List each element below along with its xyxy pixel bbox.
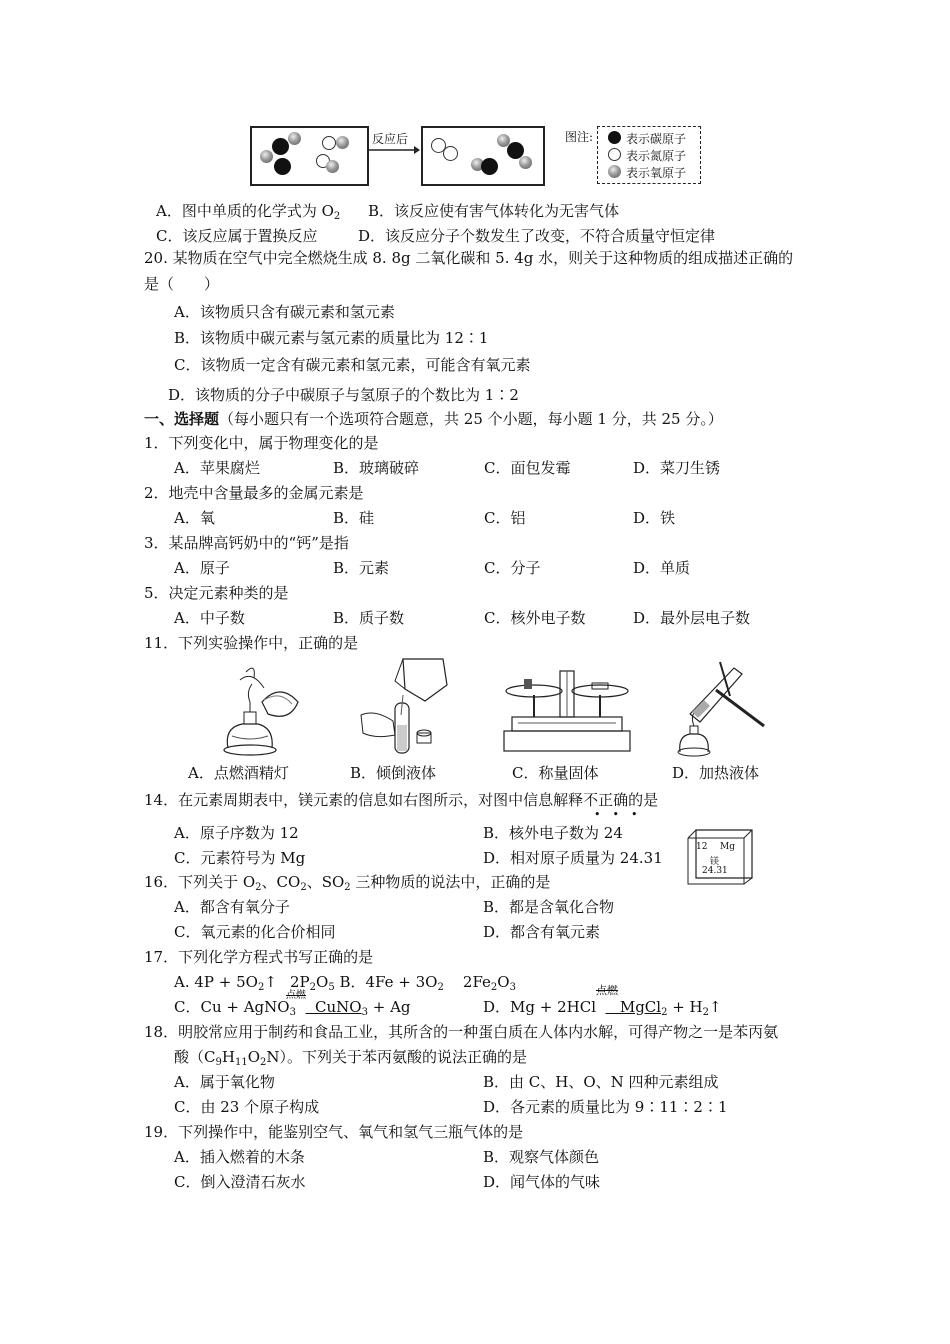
- q18-option-a: A．属于氧化物: [174, 1073, 275, 1091]
- q5-option-b: B．质子数: [333, 609, 405, 627]
- q16-option-c: C．氧元素的化合价相同: [174, 923, 336, 941]
- q17-condition-c: 点燃: [286, 990, 306, 1001]
- carbon-atom-icon: [481, 158, 498, 175]
- carbon-atom-icon: [272, 138, 289, 155]
- card-name: 镁: [710, 857, 720, 867]
- nitrogen-atom-icon: [443, 146, 458, 161]
- q16-option-d: D．都含有氧元素: [483, 923, 601, 941]
- magnesium-element-card: [688, 830, 746, 882]
- q16-option-a: A．都含有氧分子: [174, 898, 290, 916]
- q20-option-a: A．该物质只含有碳元素和氢元素: [174, 303, 395, 321]
- q1-option-d: D．菜刀生锈: [633, 459, 721, 477]
- q17-stem: 17．下列化学方程式书写正确的是: [144, 948, 374, 966]
- q11-option-a: A．点燃酒精灯: [188, 764, 289, 782]
- q18-option-b: B．由 C、H、O、N 四种元素组成: [483, 1073, 719, 1091]
- pouring-liquid-figure: [355, 655, 450, 760]
- q20-option-d: D．该物质的分子中碳原子与氢原子的个数比为 1∶2: [168, 386, 519, 404]
- q2-option-d: D．铁: [633, 509, 676, 527]
- q3-option-c: C．分子: [484, 559, 541, 577]
- reaction-arrow: [366, 128, 418, 158]
- heating-liquid-figure: [672, 660, 772, 760]
- legend-oxygen: 表示氧原子: [626, 166, 687, 180]
- oxygen-atom-icon: [288, 132, 301, 145]
- q1-option-c: C．面包发霉: [484, 459, 571, 477]
- q5-stem: 5．决定元素种类的是: [144, 584, 289, 602]
- q2-stem: 2．地壳中含量最多的金属元素是: [144, 484, 364, 502]
- card-symbol: Mg: [720, 842, 735, 852]
- q14-option-c: C．元素符号为 Mg: [174, 849, 306, 867]
- q20-stem-line2: 是（ ）: [144, 275, 220, 293]
- prev-option-c: C．该反应属于置换反应: [156, 227, 318, 245]
- q11-option-d: D．加热液体: [672, 764, 760, 782]
- q14-option-d: D．相对原子质量为 24.31: [483, 849, 663, 867]
- nitrogen-atom-icon: [322, 136, 336, 150]
- after-reaction-box: [421, 126, 545, 186]
- q5-option-d: D．最外层电子数: [633, 609, 751, 627]
- arrow-label: 反应后: [372, 132, 409, 146]
- emphasis-dots: •••: [594, 808, 650, 821]
- oxygen-atom-icon: [608, 165, 621, 178]
- before-reaction-box: [250, 126, 369, 186]
- q18-stem-line2: 酸$(C_9H_{11}O_2N)$。下列关于苯丙氨酸的说法正确的是: [174, 1048, 528, 1068]
- q5-option-c: C．核外电子数: [484, 609, 586, 627]
- oxygen-atom-icon: [519, 156, 532, 169]
- legend-title: 图注:: [565, 130, 594, 144]
- q11-option-c: C．称量固体: [512, 764, 599, 782]
- q18-option-c: C．由 23 个原子构成: [174, 1098, 320, 1116]
- q14-option-b: B．核外电子数为 24: [483, 824, 623, 842]
- prev-option-a: A．图中单质的化学式为 $O_2$: [156, 202, 341, 222]
- q3-option-b: B．元素: [333, 559, 390, 577]
- oxygen-atom-icon: [336, 136, 349, 149]
- q14-option-a: A．原子序数为 12: [174, 824, 299, 842]
- section-note: （每小题只有一个选项符合题意，共 25 个小题，每小题 1 分，共 25 分。）: [219, 410, 723, 428]
- legend-nitrogen: 表示氮原子: [626, 149, 687, 163]
- carbon-atom-icon: [274, 158, 291, 175]
- q19-option-c: C．倒入澄清石灰水: [174, 1173, 306, 1191]
- prev-option-b: B．该反应使有害气体转化为无害气体: [368, 202, 620, 220]
- q20-option-b: B．该物质中碳元素与氢元素的质量比为 12∶1: [174, 329, 489, 347]
- arrow-right-icon: [366, 128, 418, 158]
- q16-option-b: B．都是含氧化合物: [483, 898, 615, 916]
- q1-option-b: B．玻璃破碎: [333, 459, 420, 477]
- q19-option-d: D．闻气体的气味: [483, 1173, 601, 1191]
- q11-option-b: B．倾倒液体: [350, 764, 437, 782]
- alcohol-lamp-lighting-figure: [220, 662, 305, 757]
- q2-option-c: C．铝: [484, 509, 526, 527]
- q5-option-a: A．中子数: [174, 609, 245, 627]
- carbon-atom-icon: [608, 131, 621, 144]
- q1-option-a: A．苹果腐烂: [174, 459, 260, 477]
- balance-scale-figure: [498, 665, 636, 760]
- legend-box: [597, 126, 701, 184]
- q20-option-c: C．该物质一定含有碳元素和氢元素，可能含有氧元素: [174, 356, 531, 374]
- q14-stem: 14．在元素周期表中，镁元素的信息如右图所示，对图中信息解释不正确的是: [144, 791, 659, 809]
- q3-option-a: A．原子: [174, 559, 230, 577]
- card-atomic-number: 12: [696, 842, 708, 852]
- q18-stem-line1: 18．明胶常应用于制药和食品工业，其所含的一种蛋白质在人体内水解，可得产物之一是苯丙氨: [144, 1023, 779, 1041]
- q19-stem: 19．下列操作中，能鉴别空气、氧气和氢气三瓶气体的是: [144, 1123, 524, 1141]
- section-heading: [144, 409, 723, 429]
- prev-option-d: D．该反应分子个数发生了改变，不符合质量守恒定律: [358, 227, 716, 245]
- q20-stem-line1: 20. 某物质在空气中完全燃烧生成 8. 8g 二氧化碳和 5. 4g 水，则关于这种物质的组成描述正确的: [144, 249, 794, 267]
- q3-stem: 3．某品牌高钙奶中的“钙”是指: [144, 534, 349, 552]
- q16-stem: 16．下列关于 $O_2$、$CO_2$、$SO_2$ 三种物质的说法中，正确的是: [144, 873, 551, 893]
- q17-option-c: C．Cu + AgNO$_3$ CuNO$_3$ + Ag: [174, 998, 411, 1018]
- legend-carbon: 表示碳原子: [626, 132, 687, 146]
- oxygen-atom-icon: [326, 160, 339, 173]
- q18-option-d: D．各元素的质量比为 9∶11∶2∶1: [483, 1098, 728, 1116]
- q17-option-a-product: $2P_2O_5$ B．$4Fe + 3O_2$ $2Fe_2O_3$: [290, 973, 516, 993]
- nitrogen-atom-icon: [608, 148, 621, 161]
- q19-option-a: A．插入燃着的木条: [174, 1148, 305, 1166]
- q2-option-a: A．氧: [174, 509, 215, 527]
- q3-option-d: D．单质: [633, 559, 691, 577]
- card-atomic-mass: 24.31: [702, 866, 728, 876]
- q17-option-a: A. $4P + 5O_2↑$: [174, 973, 277, 993]
- q17-option-d: D．Mg + 2HCl MgCl$_2$ + $H_2↑$: [483, 998, 722, 1018]
- q17-condition-d: 点燃: [596, 984, 618, 997]
- oxygen-atom-icon: [260, 150, 273, 163]
- section-title: 一、选择题: [144, 410, 220, 428]
- q11-stem: 11．下列实验操作中，正确的是: [144, 634, 359, 652]
- q1-stem: 1．下列变化中，属于物理变化的是: [144, 434, 379, 452]
- q2-option-b: B．硅: [333, 509, 375, 527]
- q19-option-b: B．观察气体颜色: [483, 1148, 600, 1166]
